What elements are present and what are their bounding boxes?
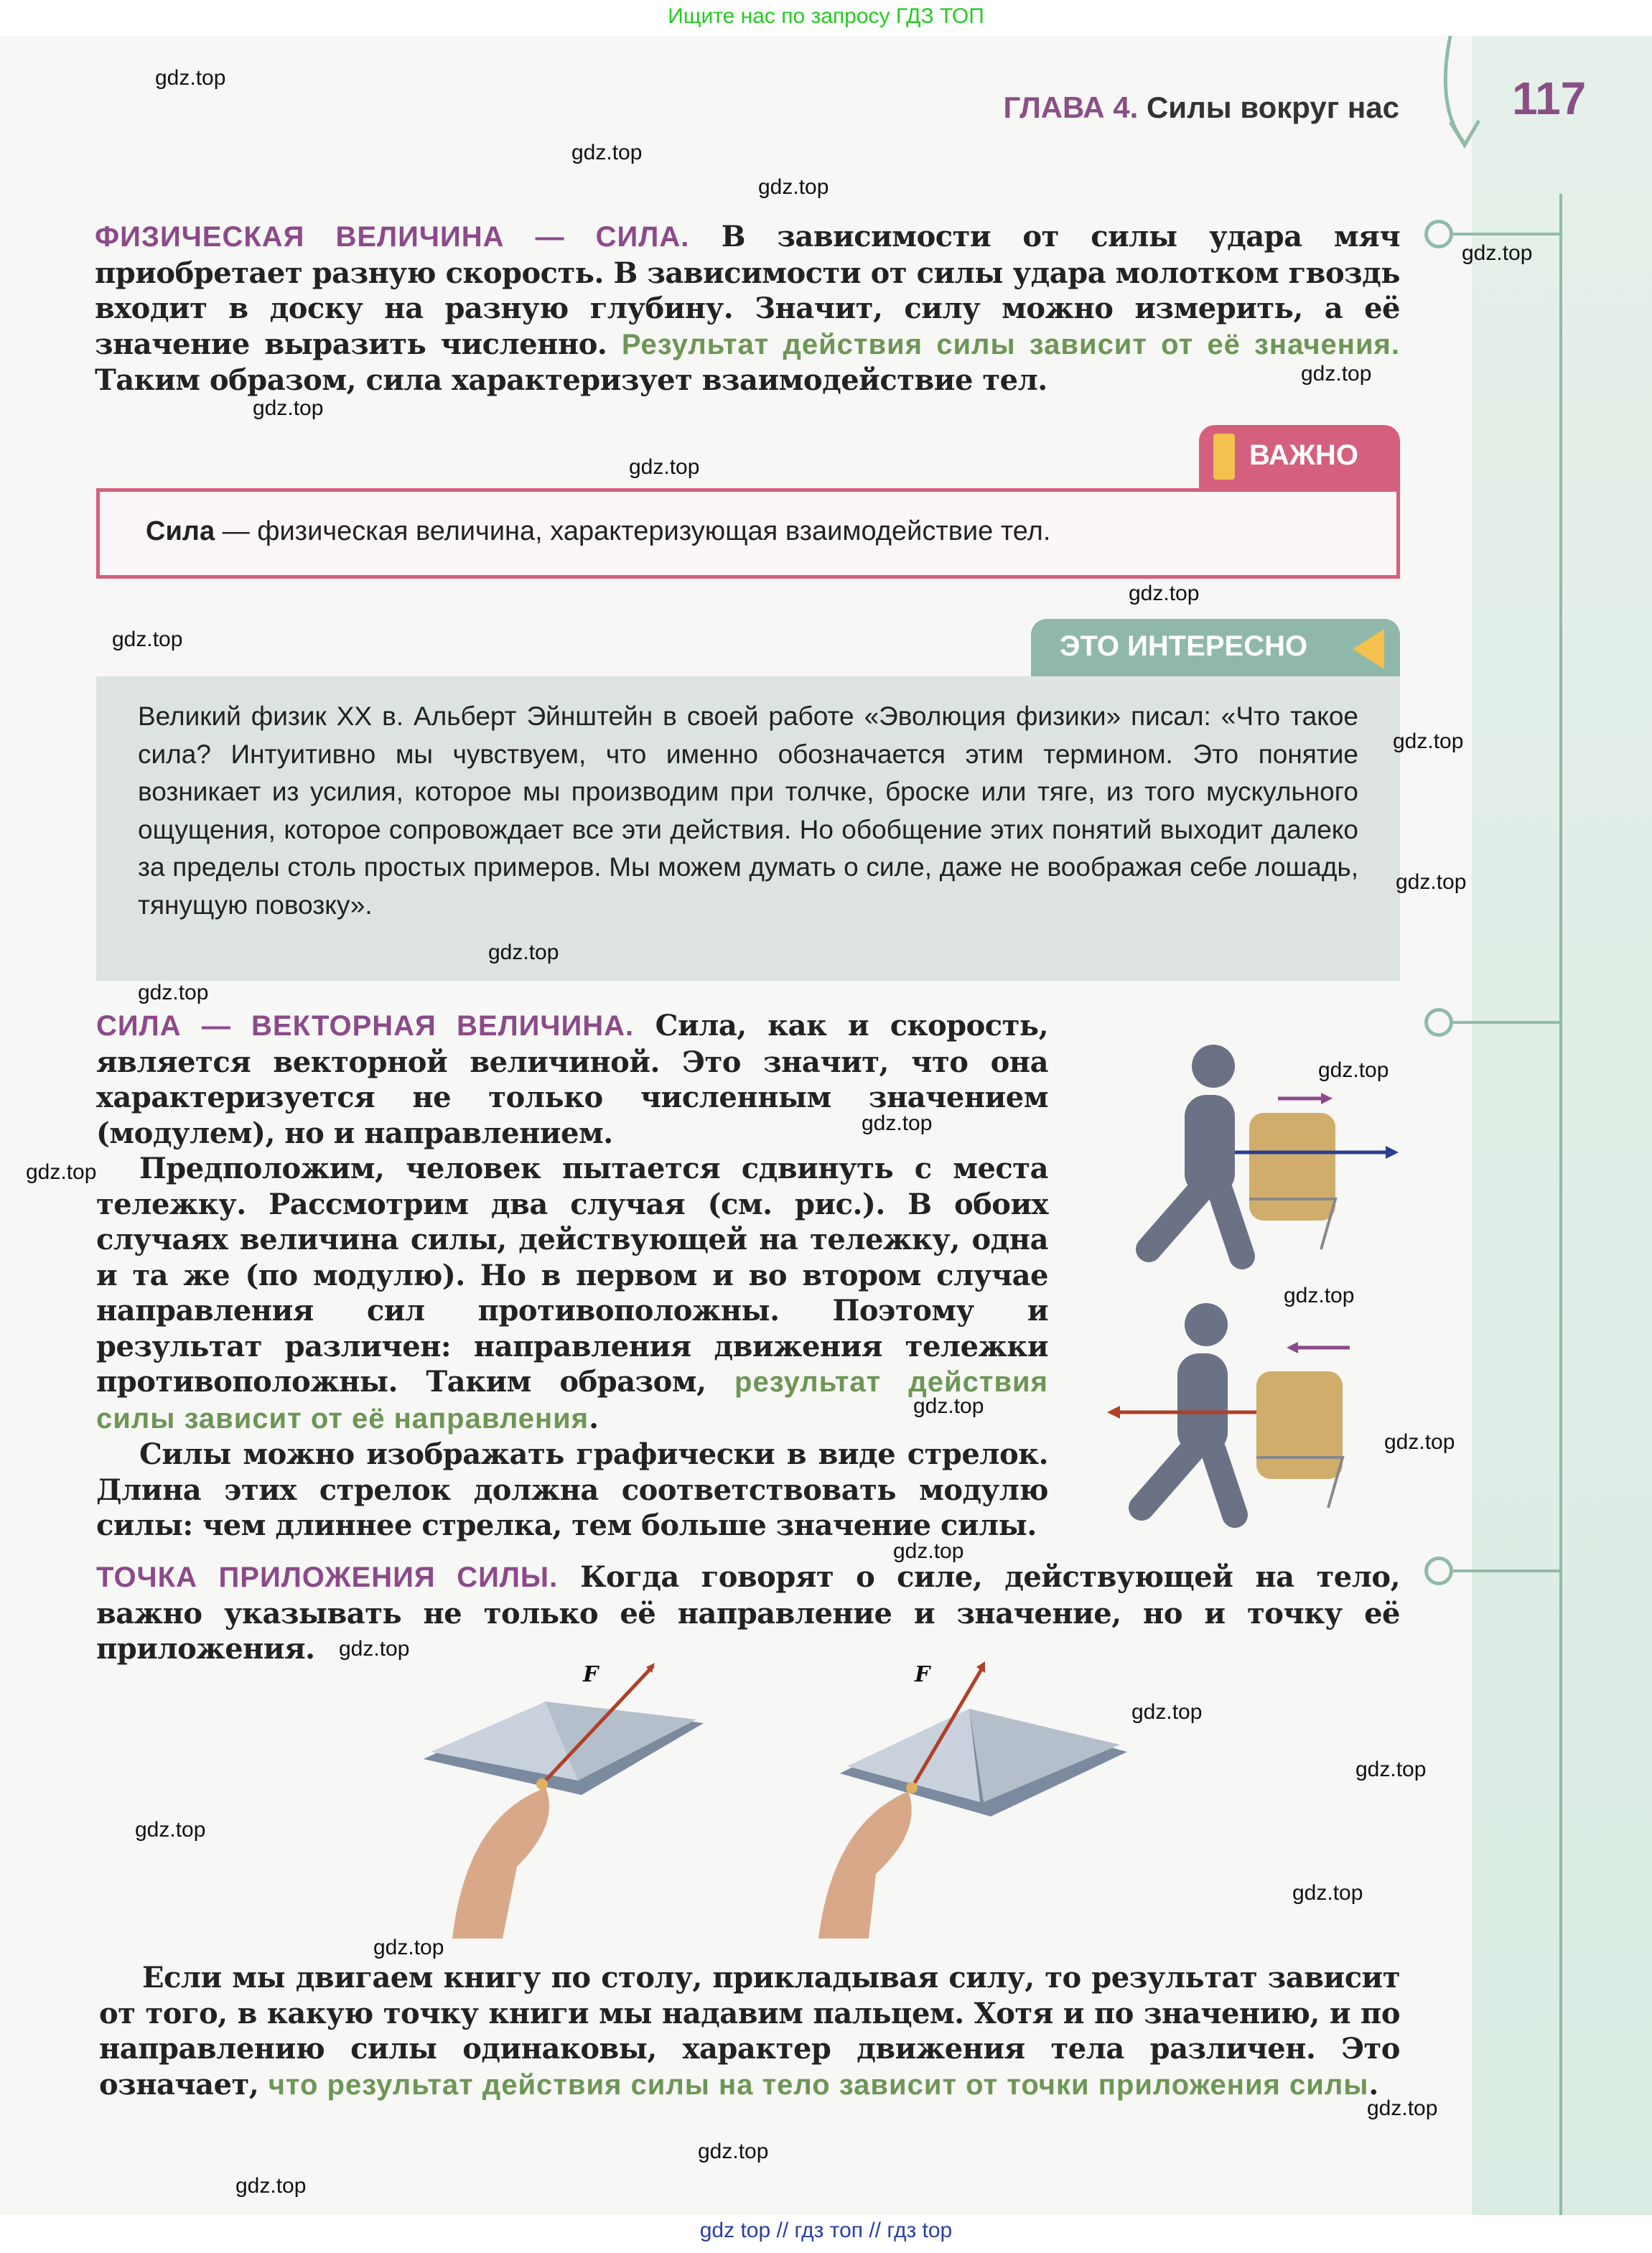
important-tab	[1199, 425, 1400, 490]
section-heading: ТОЧКА ПРИЛОЖЕНИЯ СИЛЫ.	[96, 1562, 559, 1593]
paragraph-text: В зависимости от силы удара мяч приобретает разную скорость. В зависимости от силы удара молотком гвоздь входит в доску на разную глубину. Значит, силу можно измерить, а её значение выразить численно.	[95, 220, 1400, 361]
interesting-label: ЭТО ИНТЕРЕСНО	[1060, 630, 1308, 662]
book-force-figure-left	[424, 1651, 725, 1953]
watermark: gdz.top	[758, 175, 829, 199]
exclamation-icon	[1213, 434, 1235, 480]
force-vector-label: F	[583, 1662, 599, 1687]
watermark: gdz.top	[893, 1539, 964, 1563]
highlighted-text: что результат действия силы на тело зависит от точки приложения силы	[268, 2068, 1369, 2101]
interesting-box: Великий физик XX в. Альберт Эйнштейн в своей работе «Эволюция физики» писал: «Что такое сила? Интуитивно мы чувствуем, что именно обозначается этим термином. Это понятие возникает из усилия, которое мы производим при толчке, броске или тяге, из того мускульного ощущения, которое сопровождает все эти действия. Но обобщение этих понятий выходит далеко за пределы столь простых примеров. Мы можем думать о силе, даже не воображая себе лошадь, тянущую повозку».	[96, 676, 1400, 981]
timeline-line	[1559, 194, 1562, 2215]
footer-links[interactable]: gdz top // гдз топ // гдз top	[699, 2219, 953, 2242]
watermark: gdz.top	[1301, 362, 1372, 386]
timeline-node	[1424, 1008, 1453, 1037]
watermark: gdz.top	[1129, 582, 1200, 605]
paragraph-text: Когда говорят о силе, действующей на тело, важно указывать не только её направление и значение, но и	[96, 1560, 1400, 1631]
timeline-connector	[1453, 233, 1561, 235]
watermark: gdz.top	[253, 396, 324, 420]
force-vector-label: F	[915, 1662, 930, 1687]
section-vector	[96, 1008, 1048, 1544]
book-force-figure-right	[804, 1651, 1134, 1953]
arrow-icon	[1429, 36, 1515, 151]
watermark: gdz.top	[862, 1111, 933, 1135]
triangle-icon	[1353, 629, 1384, 669]
watermark: gdz.top	[1284, 1284, 1355, 1307]
page-number: 117	[1512, 73, 1587, 124]
paragraph-text: .	[1368, 2067, 1378, 2102]
watermark: gdz.top	[112, 628, 183, 651]
paragraph-text: Силы можно изображать графически в виде стрелок. Длина этих стрелок должна соответствовать модулю силы: чем длиннее стрелка, тем больше значение силы.	[96, 1437, 1048, 1542]
chapter-header	[1003, 90, 1399, 125]
highlighted-text: Результат действия силы зависит от её значения.	[621, 328, 1400, 360]
watermark: gdz.top	[913, 1394, 984, 1418]
paragraph-text: .	[305, 1632, 315, 1666]
watermark: gdz.top	[1318, 1058, 1389, 1082]
paragraph-text: Сила, как и скорость, является векторной величиной. Это значит, что она характеризуется не только численным значением (модулем), но и направлением.	[96, 1009, 1048, 1150]
chapter-title: Силы вокруг нас	[1146, 90, 1399, 124]
definition-text: — физическая величина, характеризующая взаимодействие тел.	[215, 516, 1051, 546]
timeline-connector	[1453, 1569, 1561, 1572]
section-heading: ФИЗИЧЕСКАЯ ВЕЛИЧИНА — СИЛА.	[95, 221, 690, 253]
person-pulling-cart-figure	[1098, 1292, 1429, 1529]
watermark: gdz.top	[235, 2174, 307, 2198]
section-force-quantity	[95, 219, 1400, 398]
chapter-number: ГЛАВА 4.	[1003, 90, 1139, 124]
paragraph-text: Если мы двигаем книгу по столу, прикладывая силу, то результат зависит от того, в какую точку книги мы надавим пальцем. Хотя и по значению, и по направлению силы одинаковы, характер движения тела различен. Это означает,	[99, 1961, 1400, 2102]
watermark: gdz.top	[1367, 2096, 1438, 2120]
watermark: gdz.top	[1393, 729, 1464, 753]
definition-term: Сила	[146, 516, 215, 546]
bold-text: точку её приложения	[96, 1596, 1400, 1666]
watermark: gdz.top	[1396, 870, 1467, 894]
watermark: gdz.top	[571, 141, 643, 164]
watermark: gdz.top	[373, 1936, 444, 1959]
timeline-node	[1424, 1557, 1453, 1585]
interesting-tab	[1031, 619, 1400, 678]
timeline-connector	[1453, 1021, 1561, 1024]
watermark: gdz.top	[629, 455, 700, 479]
highlighted-text: результат действия силы зависит от её направления	[96, 1366, 1048, 1435]
watermark: gdz.top	[135, 1818, 206, 1842]
section-application-point	[96, 1559, 1400, 1667]
paragraph-text: Предположим, человек пытается сдвинуть с места тележку. Рассмотрим два случая (см. рис.). В обоих случаях величина силы, действующей на тележку, одна и та же (по модулю). Но в первом и во втором случае направления сил противоположны. Поэтому и результат различен: направления движения тележки противоположны. Таким образом,	[96, 1152, 1048, 1399]
watermark: gdz.top	[1384, 1430, 1455, 1454]
watermark: gdz.top	[1355, 1758, 1427, 1781]
section-heading: СИЛА — ВЕКТОРНАЯ ВЕЛИЧИНА.	[96, 1010, 635, 1042]
watermark: gdz.top	[488, 941, 559, 964]
paragraph-text: .	[589, 1401, 599, 1435]
watermark: gdz.top	[1131, 1700, 1203, 1724]
paragraph-book	[99, 1960, 1400, 2103]
watermark: gdz.top	[155, 66, 226, 90]
watermark: gdz.top	[698, 2140, 769, 2163]
search-banner: Ищите нас по запросу ГДЗ ТОП	[0, 0, 1652, 36]
watermark: gdz.top	[339, 1637, 410, 1661]
definition-box	[96, 488, 1400, 579]
watermark: gdz.top	[1292, 1881, 1363, 1905]
paragraph-text: Таким образом, сила характеризует взаимодействие тел.	[95, 363, 1047, 397]
watermark: gdz.top	[138, 981, 209, 1004]
important-label: ВАЖНО	[1249, 439, 1358, 471]
watermark: gdz.top	[26, 1160, 97, 1184]
watermark: gdz.top	[1462, 241, 1533, 265]
timeline-node	[1424, 220, 1453, 248]
